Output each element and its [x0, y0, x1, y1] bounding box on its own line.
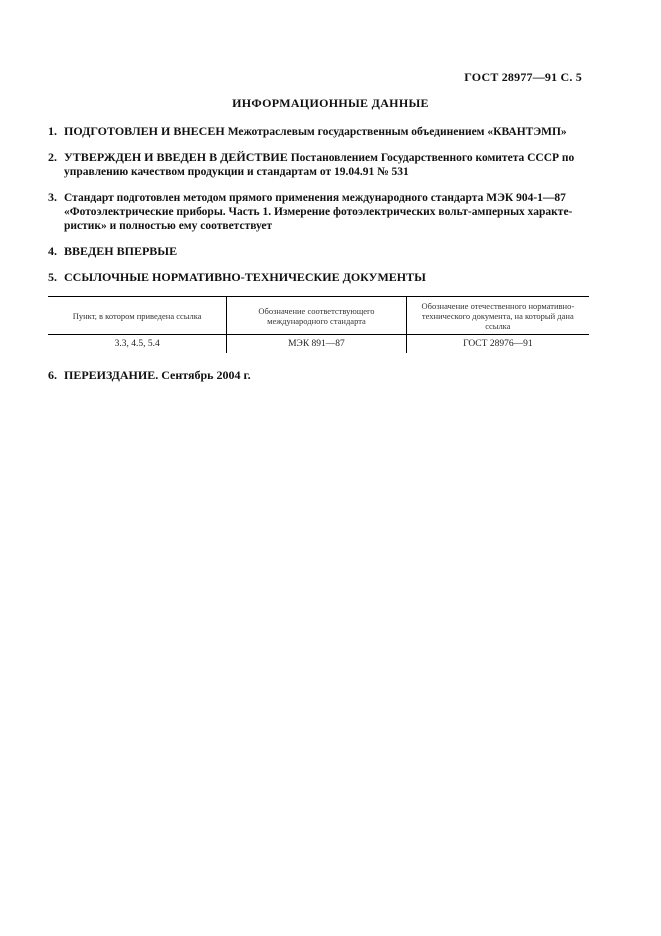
item-lead: ВВЕДЕН ВПЕРВЫЕ	[64, 244, 178, 258]
item-number: 4.	[48, 244, 57, 258]
info-item-4	[48, 244, 588, 258]
table-cell-national-document: ГОСТ 28976—91	[406, 335, 589, 354]
table-cell-clause: 3.3, 4.5, 5.4	[114, 339, 160, 349]
column-header-clause: Пункт, в котором приведена ссылка	[48, 297, 227, 335]
item-number: 3.	[48, 190, 57, 204]
column-header-international-standard: Обозначение соответствующего международного стандарта	[227, 297, 406, 335]
item-text-line-1: Стандарт подготовлен методом прямого применения международного стандарта МЭК 904-1—87	[64, 192, 566, 204]
item-lead: ССЫЛОЧНЫЕ НОРМАТИВНО-ТЕХНИЧЕСКИЕ ДОКУМЕНТЫ	[64, 270, 426, 284]
item-number: 1.	[48, 124, 57, 138]
table-row	[48, 335, 589, 354]
item-text-line-1: Постановлением Государственного комитета СССР по	[290, 152, 575, 164]
column-header-national-document: Обозначение отечественного нормативно-технического документа, на который дана ссылка	[406, 297, 589, 335]
info-item-3	[48, 190, 588, 233]
reference-documents-table	[48, 296, 589, 353]
info-item-2	[48, 150, 588, 179]
table-cell-international-standard: МЭК 891—87	[227, 335, 406, 354]
item-number: 6.	[48, 368, 57, 382]
item-number: 2.	[48, 150, 57, 164]
item-number: 5.	[48, 270, 57, 284]
item-text-line-3: ристик» и полностью ему соответствует	[64, 220, 273, 232]
table-header-row	[48, 297, 589, 335]
info-item-5	[48, 270, 588, 284]
section-title: ИНФОРМАЦИОННЫЕ ДАННЫЕ	[232, 96, 429, 110]
item-text-line-2: «Фотоэлектрические приборы. Часть 1. Измерение фотоэлектрических вольт-амперных характе-	[64, 206, 573, 218]
item-text: Межотраслевым государственным объединением «КВАНТЭМП»	[227, 126, 567, 138]
item-lead: ПОДГОТОВЛЕН И ВНЕСЕН	[64, 124, 225, 138]
item-text-line-2: управлению качеством продукции и стандартам от 19.04.91 № 531	[64, 166, 409, 178]
item-lead: ПЕРЕИЗДАНИЕ. Сентябрь 2004 г.	[64, 368, 251, 382]
info-item-6	[48, 368, 588, 382]
item-lead: УТВЕРЖДЕН И ВВЕДЕН В ДЕЙСТВИЕ	[64, 150, 288, 164]
info-item-1	[48, 124, 588, 139]
page-header-doc-ref: ГОСТ 28977—91 С. 5	[464, 70, 582, 84]
